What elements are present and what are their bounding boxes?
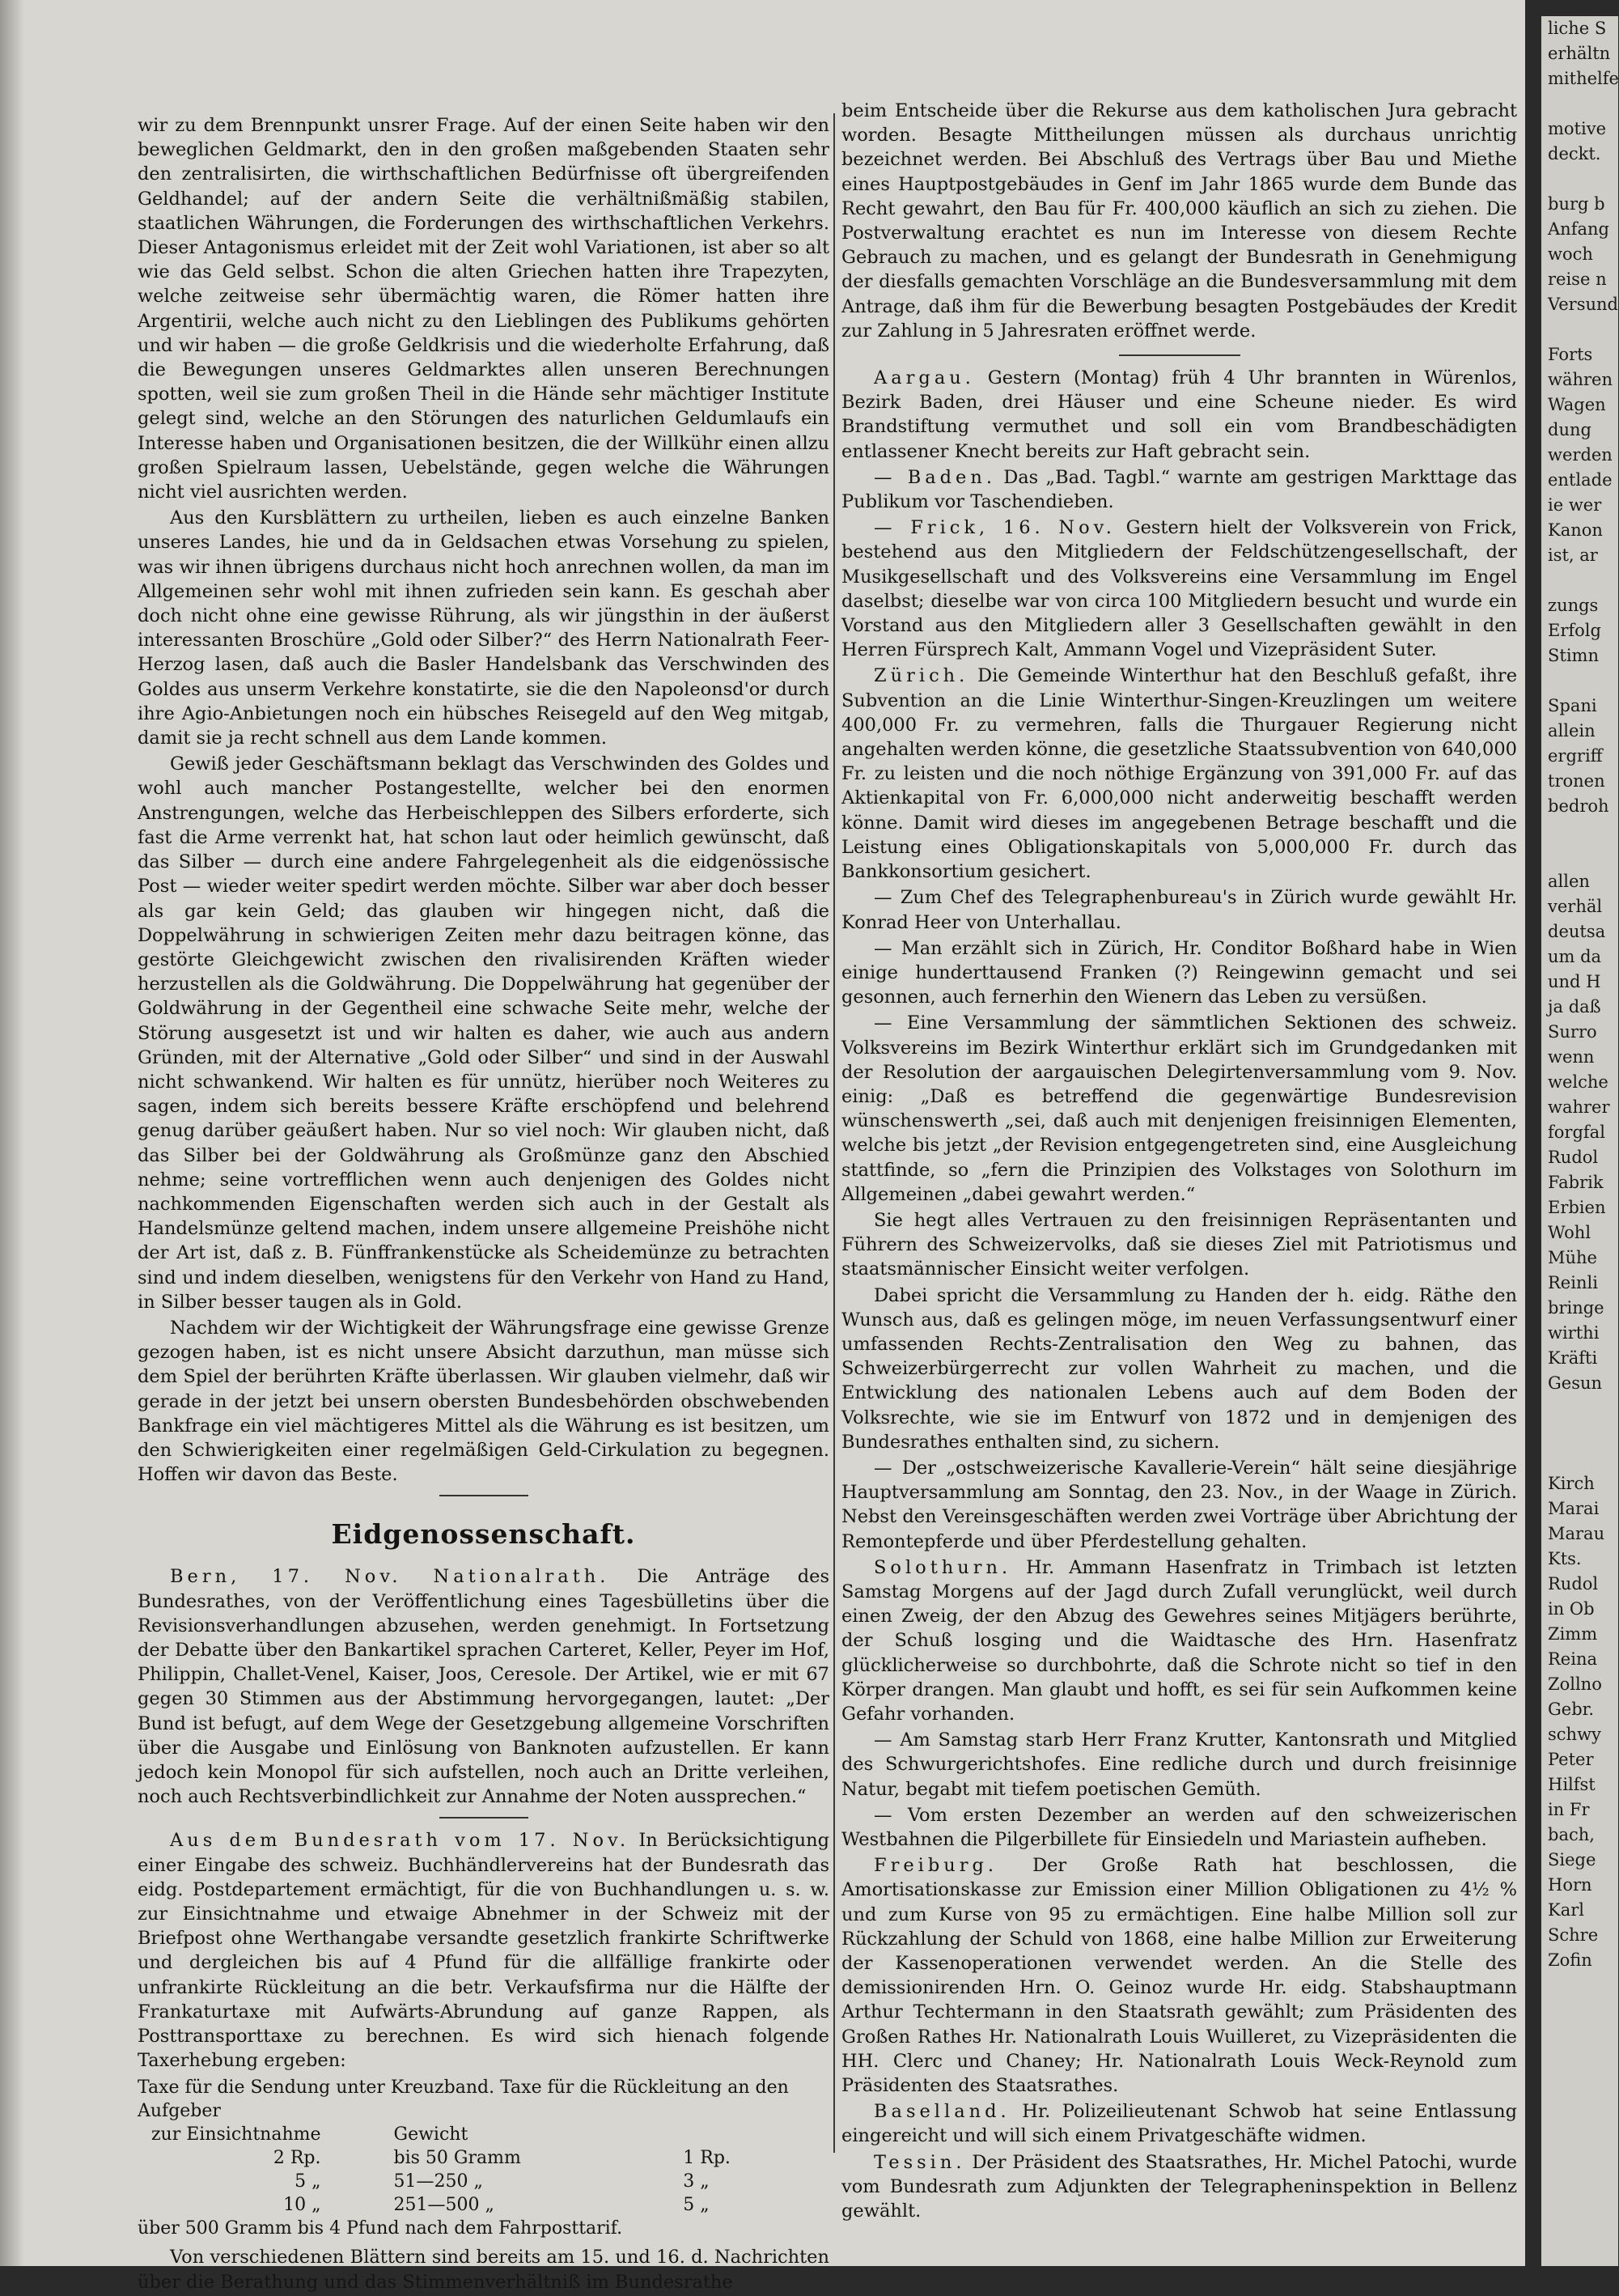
news-item-text: Der Präsident des Staatsrathes, Hr. Michel Patochi, wurde vom Bundesrath zum Adjunkten der Telegrapheninspektion in Bellenz gewählt. bbox=[841, 2151, 1518, 2222]
paragraph-post-building: beim Entscheide über die Rekurse aus dem katholischen Jura gebracht worden. Besagte Mittheilungen müssen als durchaus unrichtig bezeichnet werden. Bei Abschluß des Vertrags über Bau und Miethe eines Hauptpostgebäudes in Genf im Jahr 1865 wurde dem Bunde das Recht gewahrt, den Bau für Fr. 400,000 käuflich an sich zu ziehen. Die Postverwaltung erachtet es nun im Interesse von diesem Rechte Gebrauch zu machen, und es gelangt der Bundesrath in Genehmigung der diesfalls gemachten Vorschläge an die Bundesversammlung mit dem Antrage, daß ihm für die Bewerbung besagten Postgebäudes der Kredit zur Zahlung in 5 Jahresraten eröffnet werde. bbox=[841, 100, 1517, 342]
left-column bbox=[138, 113, 829, 2296]
adjacent-page-line bbox=[1541, 568, 1618, 593]
adjacent-page-line: ie wer bbox=[1548, 495, 1602, 515]
adjacent-page-line: ist, ar bbox=[1548, 545, 1598, 565]
news-item-place: — Man erzählt sich in Zürich, bbox=[874, 937, 1165, 959]
adjacent-page-line: Kräfti bbox=[1548, 1348, 1598, 1368]
adjacent-page-line: Forts bbox=[1548, 345, 1593, 364]
adjacent-page-line: Kts. bbox=[1548, 1549, 1582, 1568]
news-item-text: der sämmtlichen Sektionen des schweiz. Volksvereins im Bezirk Winterthur erklärt sich im Grundgedanken mit der Resolution der aargauischen Delegirtenversammlung vom 9. Nov. einig: „Daß es betreffend die gegenwärtige Bundesrevision wünschenswerth „sei, daß auch mit denjenigen freisinnigen Elementen, welche bis jetzt „der Revision entgegengetreten sind, eine Ausgleichung stattfinde, so „fern die Prinzipien des Volkstages von Solothurn im Allgemeinen „dabei gewahrt werden.“ bbox=[841, 1012, 1517, 1205]
news-item-text: hält seine diesjährige Hauptversammlung am Sonntag, den 23. Nov., in der Waage in Zürich. Nebst den Vereinsgeschäften werden zwei Vorträge über Abrichtung der Remontepferde und über Pferdestellung gehalten. bbox=[841, 1457, 1517, 1552]
adjacent-page-line: um da bbox=[1548, 947, 1602, 966]
adjacent-page-line: Spani bbox=[1548, 696, 1597, 715]
adjacent-page-line: Gesun bbox=[1548, 1373, 1603, 1393]
news-item-frick bbox=[841, 516, 1517, 662]
adjacent-page-line: Gebr. bbox=[1548, 1700, 1595, 1719]
news-item-tessin bbox=[841, 2150, 1517, 2224]
adjacent-page-line: wahrer bbox=[1548, 1097, 1610, 1117]
news-item-text: Gestern hielt der Volksverein von Frick, bestehend aus den Mitgliedern der Feldschützengesellschaft, der Musikgesellschaft und des Volksvereins eine Versammlung im Engel daselbst; dieselbe war von circa 100 Mitgliedern besucht und wurde ein Vorstand aus den Mitgliedern aller 3 Gesellschaften gewählt in den Herren Fürsprech Kalt, Ammann Vogel und Vizepräsident Suter. bbox=[841, 517, 1517, 661]
adjacent-page-line bbox=[1541, 1446, 1618, 1471]
adjacent-page-line bbox=[1541, 91, 1618, 117]
adjacent-page-line bbox=[1541, 1421, 1618, 1446]
adjacent-page-line: Erfolg bbox=[1548, 621, 1601, 640]
news-item-bosshard bbox=[841, 936, 1517, 1010]
news-item-place: Solothurn. bbox=[874, 1556, 1012, 1578]
tariff-cell-return-fee: 1 Rp. bbox=[683, 2148, 731, 2169]
news-item-place: — Zum Chef des Telegraphenbureau's in Zürich bbox=[874, 887, 1332, 909]
adjacent-page-line: werden bbox=[1548, 445, 1613, 465]
news-item-volksverein bbox=[841, 1011, 1517, 1207]
news-item-freiburg bbox=[841, 1853, 1517, 2098]
tariff-col2-header: Gewicht bbox=[393, 2124, 468, 2145]
adjacent-page-line: und H bbox=[1548, 972, 1601, 991]
tariff-header: Taxe für die Sendung unter Kreuzband. Taxe für die Rückleitung an den Aufgeber bbox=[138, 2077, 789, 2122]
news-item-text: Dabei spricht die Versammlung zu Handen der h. eidg. Räthe den Wunsch aus, daß es gelingen möge, im neuen Verfassungsentwurf einer umfassenden Rechts-Zentralisation den Weg zu bahnen, das Schweizerbürgerrecht zur vollen Wahrheit zu machen, und die Entwicklung des nationalen Lebens auch auf dem Boden der Volksrechte, wie sie im Entwurf von 1872 und in demjenigen des Bundesrathes enthalten sind, zu sichern. bbox=[841, 1284, 1517, 1453]
adjacent-page-fragment bbox=[1541, 16, 1618, 2266]
tariff-cell-return-fee: 5 „ bbox=[683, 2195, 710, 2216]
article-bern bbox=[138, 1564, 829, 1809]
adjacent-page-line: Marai bbox=[1548, 1499, 1600, 1518]
adjacent-page-line: reise n bbox=[1548, 269, 1607, 289]
adjacent-page-line: Versund bbox=[1548, 295, 1618, 314]
paragraph-banks: Aus den Kursblättern zu urtheilen, lieben es auch einzelne Banken unseres Landes, hie und da in Geldsachen etwas Vorsehung zu spielen, was wir ihnen übrigens durchaus nicht hoch anrechnen wollen, da man im Allgemeinen sehr wohl mit ihnen zufrieden sein kann. Es geschah aber doch nicht ohne eine gewisse Rührung, als wir jüngsthin in der äußerst interessanten Broschüre „Gold oder Silber?“ des Herrn Nationalrath Feer-Herzog lasen, daß auch die Basler Handelsbank das Verschwinden des Goldes aus unserm Verkehre konstatirte, sie die den Napoleonsd'or durch ihre Agio-Anbietungen noch ein hübsches Reisegeld auf den Weg mitgab, damit sie ja recht schnell aus dem Lande kommen. bbox=[138, 507, 829, 749]
adjacent-page-line: bach, bbox=[1548, 1825, 1595, 1844]
tariff-footer: über 500 Gramm bis 4 Pfund nach dem Fahrposttarif. bbox=[138, 2218, 623, 2239]
tariff-cell-fee: 10 „ bbox=[283, 2195, 321, 2216]
tariff-cell-weight: 51—250 „ bbox=[393, 2171, 483, 2192]
adjacent-page-line: entlade bbox=[1548, 470, 1613, 490]
adjacent-page-line: forgfal bbox=[1548, 1123, 1605, 1142]
news-item-solothurn bbox=[841, 1555, 1517, 1726]
adjacent-page-line: Rudol bbox=[1548, 1574, 1599, 1594]
adjacent-page-line: Reina bbox=[1548, 1649, 1598, 1669]
adjacent-page-line: Stimn bbox=[1548, 646, 1599, 665]
right-column bbox=[841, 99, 1517, 2225]
news-item-place: — Vom ersten Dezember an bbox=[874, 1804, 1170, 1826]
adjacent-page-line: Hilfst bbox=[1548, 1775, 1596, 1794]
adjacent-page-line: schwy bbox=[1548, 1725, 1601, 1744]
adjacent-page-line: Karl bbox=[1548, 1900, 1584, 1920]
adjacent-page-line: Rudol bbox=[1548, 1148, 1599, 1167]
adjacent-page-line: bringe bbox=[1548, 1298, 1604, 1318]
adjacent-page-line: allen bbox=[1548, 872, 1590, 891]
article-bundesrath-place: Aus dem Bundesrath vom 17. Nov. bbox=[170, 1830, 630, 1852]
adjacent-page-line: bedroh bbox=[1548, 796, 1609, 816]
adjacent-page-line: zungs bbox=[1548, 596, 1599, 615]
adjacent-page-line: Wagen bbox=[1548, 395, 1606, 414]
news-item-text: Kantonsrath und Mitglied des Schwurgerichtshofes. Eine redliche durch und durch freisinnige Natur, begabt mit tiefem poetischen Gemüth. bbox=[841, 1729, 1518, 1800]
news-item-place: — Am Samstag starb Herr Franz Krutter, bbox=[874, 1729, 1267, 1751]
news-item-text: Sie hegt alles Vertrauen zu den freisinnigen Repräsentanten und Führern des Schweizervolks, daß sie dieses Ziel mit Patriotismus und staatsmännischer Einsicht weiter verfolgen. bbox=[841, 1209, 1517, 1280]
article-bern-place: Bern, 17. Nov. Nationalrath. bbox=[170, 1566, 610, 1588]
adjacent-page-line: in Fr bbox=[1548, 1800, 1590, 1819]
news-item-text: Gestern (Montag) früh 4 Uhr brannten in Würenlos, Bezirk Baden, drei Häuser und eine Scheune nieder. Es wird Brandstiftung vermuthet und soll ein vom Brandbeschädigten entlassener Knecht bereits zur Haft gebracht sein. bbox=[841, 367, 1517, 462]
news-item-place: Aargau. bbox=[874, 367, 975, 389]
news-item-kavallerie bbox=[841, 1456, 1517, 1554]
adjacent-page-line: dung bbox=[1548, 420, 1591, 439]
news-item-wunsch bbox=[841, 1284, 1517, 1454]
tariff-row bbox=[138, 2193, 829, 2217]
adjacent-page-line: Peter bbox=[1548, 1750, 1594, 1769]
section-divider bbox=[439, 1495, 528, 1496]
adjacent-page-line: wenn bbox=[1548, 1047, 1595, 1067]
adjacent-page-line: erhältn bbox=[1548, 44, 1611, 63]
adjacent-page-line: Fabrik bbox=[1548, 1173, 1604, 1192]
adjacent-page-line: Siege bbox=[1548, 1850, 1596, 1869]
adjacent-page-line: Surro bbox=[1548, 1022, 1597, 1042]
news-item-text: Die Gemeinde Winterthur hat den Beschluß gefaßt, ihre Subvention an die Linie Winterthur-Singen-Kreuzlingen um weitere 400,000 Fr. zu vermehren, falls die Thurgauer Regierung nicht angehalten werden könne, die gesetzliche Staatssubvention von 640,000 Fr. zu leisten und die noch nöthige Ergänzung von 391,000 Fr. auf das Aktienkapital von Fr. 6,000,000 nicht anderweitig beschafft werden könne. Damit wird dieses im angegebenen Betrage beschafft und die Leistung eines Obligationskapitals von 5,000,000 Fr. durch das Bankkonsortium gesichert. bbox=[841, 665, 1518, 883]
tariff-cell-fee: 2 Rp. bbox=[273, 2148, 321, 2169]
tariff-column-headers bbox=[138, 2123, 829, 2146]
adjacent-page-line: tronen bbox=[1548, 771, 1605, 791]
adjacent-page-line: liche S bbox=[1548, 19, 1607, 38]
news-item-place: Baselland. bbox=[874, 2101, 1011, 2123]
adjacent-page-line: Horn bbox=[1548, 1875, 1592, 1895]
adjacent-page-line: ja daß bbox=[1548, 997, 1601, 1016]
adjacent-page-line bbox=[1541, 819, 1618, 844]
news-item-text: Hr. Polizeilieutenant Schwob hat seine Entlassung eingereicht und will sich einem Privatgeschäfte widmen. bbox=[841, 2101, 1517, 2147]
adjacent-page-line: Zimm bbox=[1548, 1624, 1598, 1644]
adjacent-page-line: Kanon bbox=[1548, 520, 1603, 540]
paragraph-conclusion: Nachdem wir der Wichtigkeit der Währungsfrage eine gewisse Grenze gezogen haben, ist es nicht unsere Absicht darzuthun, man müsse sich dem Spiel der berührten Kräfte überlassen. Wir glauben vielmehr, daß wir gerade in der jetzt bei unsern obersten Bundesbehörden obschwebenden Bankfrage ein viel mächtigeres Mittel als die Währung es ist besitzen, um den Schwierigkeiten einer regelmäßigen Geld-Cirkulation zu begegnen. Hoffen wir davon das Beste. bbox=[138, 1317, 829, 1486]
paragraph-currency-antagonism: wir zu dem Brennpunkt unsrer Frage. Auf der einen Seite haben wir den beweglichen Geldmarkt, den in den großen maßgebenden Staaten sehr den zentralisirten, die wirthschaftlichen Bedürfnisse oft übergreifenden Geldhandel; auf der andern Seite die verhältnißmäßig stabilen, staatlichen Währungen, die Forderungen des wirthschaftlichen Verkehrs. Dieser Antagonismus erleidet mit der Zeit wohl Variationen, ist aber so alt wie das Geld selbst. Schon die alten Griechen hatten ihre Trapezyten, welche zeitweise sehr übermächtig waren, die Römer hatten ihre Argentirii, welche auch nicht zu den Lieblingen des Publikums gehörten und wir haben — die große Geldkrisis und die wiederholte Erfahrung, daß die Bewegungen unseres Geldmarktes allen unseren Berechnungen spotten, weil sie zum großen Theil in die Hände sehr mächtiger Institute gelegt sind, welche an den Störungen des naturlichen Geldumlaufs ein Interesse haben und Organisationen besitzen, die der Willkühr einen allzu großen Spielraum lassen, Uebelstände, gegen welche die Währungen nicht viel ausrichten werden. bbox=[138, 115, 829, 503]
postal-tariff-table bbox=[138, 2076, 829, 2240]
news-item-place: — Frick, 16. Nov. bbox=[874, 517, 1116, 539]
paragraph-gold-disappearance: Gewiß jeder Geschäftsmann beklagt das Verschwinden des Goldes und wohl auch mancher Postangestellte, welcher bei den enormen Anstrengungen, welche das Herbeischleppen des Silbers erforderte, sich fast die Arme verrenkt hat, hat schon laut oder heimlich gewünscht, daß das Silber — durch eine andere Fahrgelegenheit als die eidgenössische Post — wieder weiter spedirt werden möchte. Silber war aber doch besser als gar kein Geld; das glauben wir hingegen nicht, daß die Doppelwährung in schwierigen Zeiten mehr dazu beitragen könne, das gestörte Gleichgewicht zwischen den rivalisirenden Kräften wieder herzustellen als die Goldwährung. Die Doppelwährung hat gegenüber der Goldwährung in der Gegentheil eine schwache Seite mehr, welche der Störung ausgesetzt ist und wir halten es daher, wie auch aus andern Gründen, mit der Alternative „Gold oder Silber“ und sind in der Auswahl nicht schwankend. Wir halten es für unnütz, hierüber noch Weiteres zu sagen, indem sich bereits bessere Kräfte erschöpfend und belehrend genug darüber geäußert haben. Nur so viel noch: Wir glauben nicht, daß das Silber bei der Goldwährung als Großmünze ganz den Abschied nehme; seine vortrefflichen wenn auch denjenigen des Goldes nicht nachkommenden Eigenschaften werden sich auch in der Gestalt als Handelsmünze geltend machen, indem unsere allgemeine Preishöhe nicht der Art ist, daß z. B. Fünffrankenstücke als Scheidemünze zu betrachten sind und indem dieselben, wenigstens für den Verkehr von Hand zu Hand, in Silber besser taugen als in Gold. bbox=[138, 753, 829, 1313]
tariff-cell-return-fee: 3 „ bbox=[683, 2171, 710, 2192]
article-bundesrath bbox=[138, 1828, 829, 2073]
adjacent-page-line: verhäl bbox=[1548, 897, 1603, 916]
tariff-cell-weight: bis 50 Gramm bbox=[393, 2148, 521, 2169]
tariff-col1-header: zur Einsichtnahme bbox=[150, 2124, 321, 2145]
news-item-place: Tessin. bbox=[874, 2151, 966, 2173]
cantonal-news-divider bbox=[1119, 354, 1240, 356]
news-item-zurich bbox=[841, 664, 1517, 884]
adjacent-page-line: in Ob bbox=[1548, 1599, 1595, 1619]
adjacent-page-line bbox=[1541, 317, 1618, 342]
news-item-text: wurde gewählt Hr. Konrad Heer von Unterhallau. bbox=[841, 887, 1517, 933]
tariff-row bbox=[138, 2146, 829, 2170]
adjacent-page-line: Anfang bbox=[1548, 219, 1609, 239]
article-bern-text: Die Anträge des Bundesrathes, von der Veröffentlichung eines Tagesbülletins über die Revisionsverhandlungen abzusehen, werden genehmigt. In Fortsetzung der Debatte über den Bankartikel sprachen Carteret, Keller, Peyer im Hof, Philippin, Challet-Venel, Kaiser, Joos, Ceresole. Der Artikel, wie er mit 67 gegen 30 Stimmen aus der Abstimmung hervorgegangen, lautet: „Der Bund ist befugt, auf dem Wege der Gesetzgebung allgemeine Vorschriften über die Ausgabe und Einlösung von Banknoten aufzustellen. Er kann jedoch kein Monopol für sich aufstellen, noch auch an Dritte verleihen, noch auch Rechtsverbindlichkeit zur Annahme der Noten aussprechen.“ bbox=[138, 1566, 830, 1808]
news-item-westbahn bbox=[841, 1803, 1517, 1852]
news-item-baselland bbox=[841, 2099, 1517, 2148]
adjacent-page-lines bbox=[1541, 16, 1618, 1973]
tariff-cell-weight: 251—500 „ bbox=[393, 2195, 494, 2216]
adjacent-page-line: mithelfe bbox=[1548, 69, 1619, 88]
news-item-aargau bbox=[841, 366, 1517, 464]
tariff-cell-fee: 5 „ bbox=[295, 2171, 321, 2192]
adjacent-page-line: Zollno bbox=[1548, 1674, 1602, 1694]
news-item-place: — Der „ostschweizerische Kavallerie-Verein“ bbox=[874, 1457, 1300, 1479]
news-item-baden bbox=[841, 465, 1517, 514]
paragraph-bundesrath-news: Von verschiedenen Blättern sind bereits am 15. und 16. d. Nachrichten über die Berathung und das Stimmenverhältniß im Bundesrathe bbox=[138, 2247, 829, 2293]
adjacent-page-line bbox=[1541, 668, 1618, 694]
adjacent-page-line: Schre bbox=[1548, 1925, 1599, 1945]
column-rule bbox=[833, 113, 835, 2153]
news-item-place: Zürich. bbox=[874, 665, 969, 687]
adjacent-page-line: Mühe bbox=[1548, 1248, 1597, 1267]
adjacent-page-line bbox=[1541, 844, 1618, 869]
article-bundesrath-text: In Berücksichtigung einer Eingabe des schweiz. Buchhändlervereins hat der Bundesrath das eidg. Postdepartement ermächtigt, für die von Buchhandlungen u. s. w. zur Einsichtnahme und etwaige Abnehmer in der Schweiz mit der Briefpost ohne Werthangabe versandte gesetzlich frankirte Schriftwerke und dergleichen bis auf 4 Pfund für die allfällige frankirte oder unfrankirte Rückleitung an die betr. Verkaufsfirma nur die Hälfte der Frankaturtaxe mit Aufwärts-Abrundung auf ganze Rappen, als Posttransporttaxe zu berechnen. Es wird sich hienach folgende Taxerhebung ergeben: bbox=[138, 1830, 829, 2072]
adjacent-page-line: deckt. bbox=[1548, 144, 1601, 163]
adjacent-page-line: deutsa bbox=[1548, 922, 1606, 941]
adjacent-page-line: ergriff bbox=[1548, 746, 1603, 766]
adjacent-page-line: motive bbox=[1548, 119, 1607, 138]
adjacent-page-line: welche bbox=[1548, 1072, 1608, 1092]
adjacent-page-line: Zofin bbox=[1548, 1950, 1592, 1970]
news-item-text: werden auf den schweizerischen Westbahnen die Pilgerbillete für Einsiedeln und Mariastein aufheben. bbox=[841, 1804, 1517, 1851]
adjacent-page-line: woch bbox=[1548, 244, 1593, 264]
article-divider bbox=[439, 1817, 528, 1819]
adjacent-page-line bbox=[1541, 1396, 1618, 1421]
news-item-vertrauen bbox=[841, 1208, 1517, 1282]
adjacent-page-line: wirthi bbox=[1548, 1323, 1600, 1343]
news-item-text: Das „Bad. Tagbl.“ warnte am gestrigen Markttage das Publikum vor Taschendieben. bbox=[841, 466, 1517, 513]
news-item-krutter bbox=[841, 1728, 1517, 1802]
adjacent-page-line: burg b bbox=[1548, 194, 1605, 214]
news-item-text: Hr. Ammann Hasenfratz in Trimbach ist letzten Samstag Morgens auf der Jagd durch Zufall verunglückt, weil durch einen Zweig, der den Abzug des Gewehres seines Mitjägers berührte, der Schuß losging und die Waidtasche des Hrn. Hasenfratz glücklicherweise so durchbohrte, daß die Schrote nicht so tief in den Körper drangen. Man glaubt und hofft, es sei für sein Aufkommen keine Gefahr vorhanden. bbox=[841, 1556, 1518, 1725]
news-item-text: Hr. Conditor Boßhard habe in Wien einige hunderttausend Franken (?) Reingewinn gemacht und sei gesonnen, auch fernerhin den Wienern das Leben zu versüßen. bbox=[841, 937, 1517, 1008]
adjacent-page-line bbox=[1541, 167, 1618, 192]
news-item-place: — Baden. bbox=[874, 466, 997, 488]
adjacent-page-line: währen bbox=[1548, 370, 1613, 389]
adjacent-page-line: Marau bbox=[1548, 1524, 1605, 1543]
tariff-row bbox=[138, 2170, 829, 2193]
adjacent-page-line: Erbien bbox=[1548, 1198, 1606, 1217]
adjacent-page-line: allein bbox=[1548, 721, 1596, 741]
adjacent-page-line: Reinli bbox=[1548, 1273, 1598, 1292]
section-title-eidgenossenschaft: Eidgenossenschaft. bbox=[331, 1518, 636, 1551]
news-item-telegraph-chief bbox=[841, 885, 1517, 934]
adjacent-page-line: Kirch bbox=[1548, 1474, 1595, 1493]
news-item-place: — Eine Versammlung bbox=[874, 1012, 1091, 1034]
news-item-place: Freiburg. bbox=[874, 1855, 998, 1877]
news-item-text: Der Große Rath hat beschlossen, die Amortisationskasse zur Emission einer Million Obligationen zu 4½ % und zum Kurse von 95 zu ermächtigen. Eine halbe Million soll zur Rückzahlung der Schuld von 1868, eine halbe Million zur Erweiterung der Kassenoperationen verwendet werden. An die Stelle des demissionirenden Hrn. O. Geinoz wurde Hr. eidg. Stabshauptmann Arthur Techtermann in den Staatsrath gewählt; zum Präsidenten des Großen Rathes Hr. Nationalrath Louis Wuilleret, zu Vizepräsidenten die HH. Clerc und Chaney; Hr. Nationalrath Louis Weck-Reynold zum Präsidenten des Staatsrathes. bbox=[841, 1855, 1517, 2097]
adjacent-page-line: Wohl bbox=[1548, 1223, 1591, 1242]
